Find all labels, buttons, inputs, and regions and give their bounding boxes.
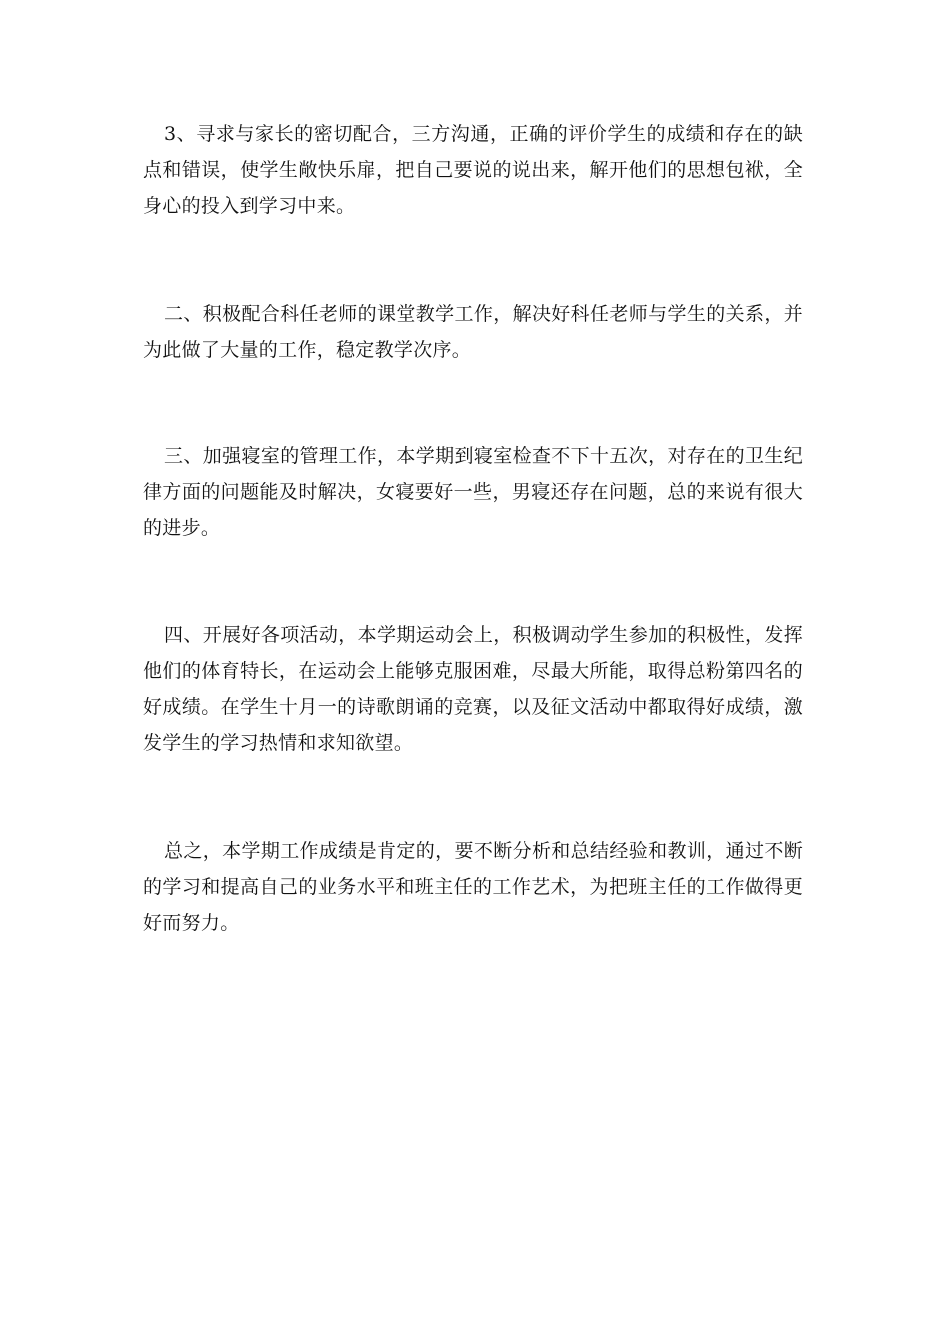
paragraph-teacher-cooperation: 二、积极配合科任老师的课堂教学工作，解决好科任老师与学生的关系，并为此做了大量的工作，稳定教学次序。 (143, 303, 803, 361)
paragraph-activities: 四、开展好各项活动，本学期运动会上，积极调动学生参加的积极性，发挥他们的体育特长，在运动会上能够克服困难，尽最大所能，取得总粉第四名的好成绩。在学生十月一的诗歌朗诵的竞赛，以及征文活动中都取得好成绩，激发学生的学习热情和求知欲望。 (143, 624, 803, 754)
paragraph-dormitory-management: 三、加强寝室的管理工作，本学期到寝室检查不下十五次，对存在的卫生纪律方面的问题能及时解决，女寝要好一些，男寝还存在问题，总的来说有很大的进步。 (143, 445, 803, 539)
paragraph-parent-cooperation: 3、寻求与家长的密切配合，三方沟通，正确的评价学生的成绩和存在的缺点和错误，使学生敞快乐扉，把自己要说的说出来，解开他们的思想包袱，全身心的投入到学习中来。 (143, 123, 803, 217)
paragraph-summary: 总之，本学期工作成绩是肯定的，要不断分析和总结经验和教训，通过不断的学习和提高自己的业务水平和班主任的工作艺术，为把班主任的工作做得更好而努力。 (143, 840, 803, 934)
